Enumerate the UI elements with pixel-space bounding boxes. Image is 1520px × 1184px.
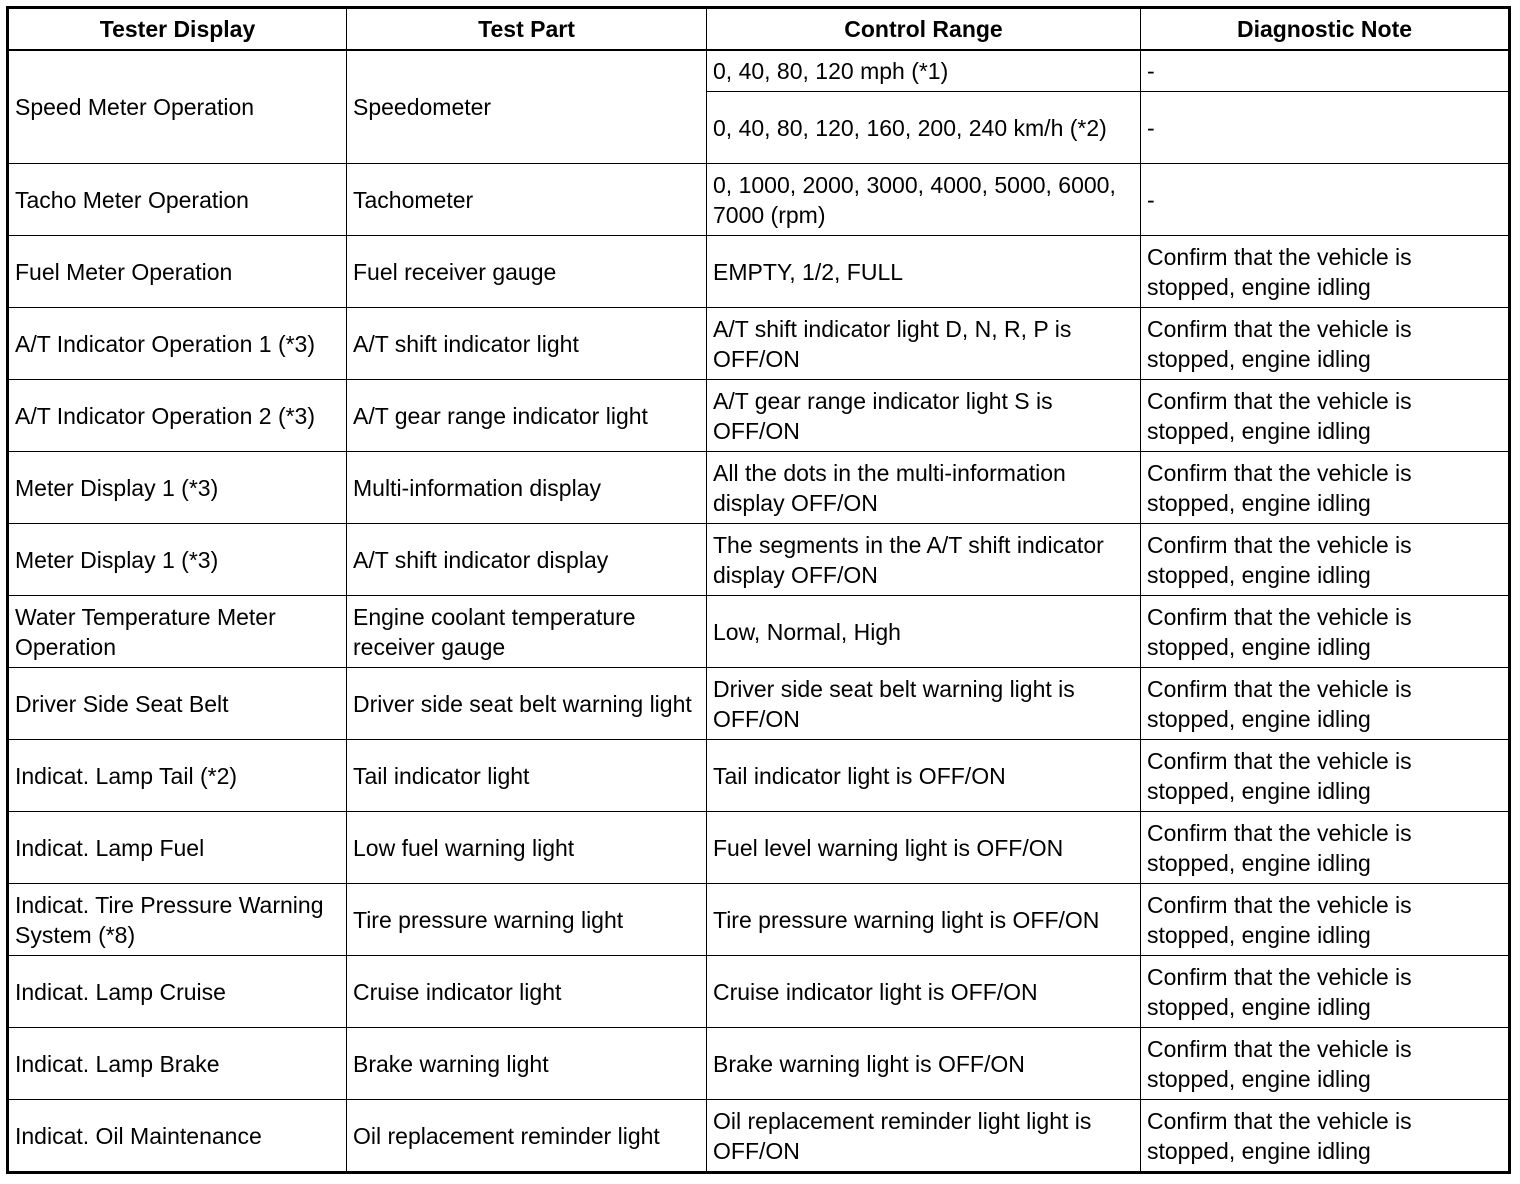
table-row	[8, 236, 1510, 308]
cell-tester-display: Indicat. Lamp Tail (*2)	[8, 740, 347, 812]
cell-tester-display: Fuel Meter Operation	[8, 236, 347, 308]
cell-diagnostic-note: Confirm that the vehicle is stopped, engine idling	[1141, 236, 1510, 308]
cell-tester-display: A/T Indicator Operation 2 (*3)	[8, 380, 347, 452]
cell-test-part: Tail indicator light	[347, 740, 707, 812]
cell-control-range: 0, 1000, 2000, 3000, 4000, 5000, 6000, 7000 (rpm)	[707, 164, 1141, 236]
cell-control-range: All the dots in the multi-information display OFF/ON	[707, 452, 1141, 524]
cell-control-range: The segments in the A/T shift indicator display OFF/ON	[707, 524, 1141, 596]
cell-tester-display: Indicat. Lamp Brake	[8, 1028, 347, 1100]
cell-diagnostic-note: Confirm that the vehicle is stopped, engine idling	[1141, 380, 1510, 452]
cell-control-range: Brake warning light is OFF/ON	[707, 1028, 1141, 1100]
cell-tester-display: Meter Display 1 (*3)	[8, 524, 347, 596]
cell-test-part: Multi-information display	[347, 452, 707, 524]
table-row	[8, 812, 1510, 884]
table-row	[8, 164, 1510, 236]
cell-test-part: Tire pressure warning light	[347, 884, 707, 956]
cell-control-range: Fuel level warning light is OFF/ON	[707, 812, 1141, 884]
cell-test-part: Brake warning light	[347, 1028, 707, 1100]
table-row	[8, 668, 1510, 740]
cell-tester-display: Indicat. Tire Pressure Warning System (*8)	[8, 884, 347, 956]
cell-diagnostic-note: Confirm that the vehicle is stopped, engine idling	[1141, 596, 1510, 668]
cell-control-range: Tail indicator light is OFF/ON	[707, 740, 1141, 812]
cell-test-part: Oil replacement reminder light	[347, 1100, 707, 1173]
cell-diagnostic-note: Confirm that the vehicle is stopped, engine idling	[1141, 884, 1510, 956]
cell-tester-display: Tacho Meter Operation	[8, 164, 347, 236]
header-diagnostic-note: Diagnostic Note	[1141, 8, 1510, 51]
cell-test-part: Driver side seat belt warning light	[347, 668, 707, 740]
cell-test-part: Tachometer	[347, 164, 707, 236]
table-row	[8, 380, 1510, 452]
cell-diagnostic-note: Confirm that the vehicle is stopped, engine idling	[1141, 1028, 1510, 1100]
table-row	[8, 524, 1510, 596]
cell-control-range: A/T shift indicator light D, N, R, P is OFF/ON	[707, 308, 1141, 380]
cell-diagnostic-note: Confirm that the vehicle is stopped, engine idling	[1141, 956, 1510, 1028]
table-row	[8, 308, 1510, 380]
table-body	[8, 50, 1510, 1173]
cell-diagnostic-note: -	[1141, 164, 1510, 236]
cell-diagnostic-note: Confirm that the vehicle is stopped, engine idling	[1141, 668, 1510, 740]
cell-control-range: Tire pressure warning light is OFF/ON	[707, 884, 1141, 956]
cell-tester-display: A/T Indicator Operation 1 (*3)	[8, 308, 347, 380]
cell-test-part: Cruise indicator light	[347, 956, 707, 1028]
table-row	[8, 740, 1510, 812]
table-row	[8, 452, 1510, 524]
cell-tester-display: Water Temperature Meter Operation	[8, 596, 347, 668]
cell-test-part: Speedometer	[347, 50, 707, 164]
cell-control-range: Driver side seat belt warning light is OFF/ON	[707, 668, 1141, 740]
header-test-part: Test Part	[347, 8, 707, 51]
cell-control-range: Oil replacement reminder light light is OFF/ON	[707, 1100, 1141, 1173]
table-row	[8, 1028, 1510, 1100]
cell-control-range: Cruise indicator light is OFF/ON	[707, 956, 1141, 1028]
cell-tester-display: Indicat. Lamp Cruise	[8, 956, 347, 1028]
diagnostic-table	[6, 6, 1511, 1174]
cell-control-range: 0, 40, 80, 120 mph (*1)	[707, 50, 1141, 92]
cell-diagnostic-note: Confirm that the vehicle is stopped, engine idling	[1141, 308, 1510, 380]
table-header	[8, 8, 1510, 51]
cell-test-part: A/T shift indicator light	[347, 308, 707, 380]
cell-diagnostic-note: Confirm that the vehicle is stopped, engine idling	[1141, 1100, 1510, 1173]
header-tester-display: Tester Display	[8, 8, 347, 51]
header-control-range: Control Range	[707, 8, 1141, 51]
cell-tester-display: Driver Side Seat Belt	[8, 668, 347, 740]
cell-control-range: A/T gear range indicator light S is OFF/ON	[707, 380, 1141, 452]
cell-test-part: Low fuel warning light	[347, 812, 707, 884]
cell-diagnostic-note: Confirm that the vehicle is stopped, engine idling	[1141, 740, 1510, 812]
table-row	[8, 50, 1510, 92]
cell-diagnostic-note: -	[1141, 92, 1510, 164]
header-row	[8, 8, 1510, 51]
cell-tester-display: Speed Meter Operation	[8, 50, 347, 164]
cell-tester-display: Meter Display 1 (*3)	[8, 452, 347, 524]
cell-diagnostic-note: Confirm that the vehicle is stopped, engine idling	[1141, 524, 1510, 596]
cell-control-range: Low, Normal, High	[707, 596, 1141, 668]
cell-test-part: A/T shift indicator display	[347, 524, 707, 596]
table-row	[8, 596, 1510, 668]
table-row	[8, 956, 1510, 1028]
cell-control-range: 0, 40, 80, 120, 160, 200, 240 km/h (*2)	[707, 92, 1141, 164]
cell-test-part: Engine coolant temperature receiver gauge	[347, 596, 707, 668]
cell-diagnostic-note: Confirm that the vehicle is stopped, engine idling	[1141, 452, 1510, 524]
cell-test-part: Fuel receiver gauge	[347, 236, 707, 308]
cell-control-range: EMPTY, 1/2, FULL	[707, 236, 1141, 308]
cell-diagnostic-note: Confirm that the vehicle is stopped, engine idling	[1141, 812, 1510, 884]
table-row	[8, 1100, 1510, 1173]
cell-diagnostic-note: -	[1141, 50, 1510, 92]
cell-tester-display: Indicat. Lamp Fuel	[8, 812, 347, 884]
cell-tester-display: Indicat. Oil Maintenance	[8, 1100, 347, 1173]
cell-test-part: A/T gear range indicator light	[347, 380, 707, 452]
table-row	[8, 884, 1510, 956]
